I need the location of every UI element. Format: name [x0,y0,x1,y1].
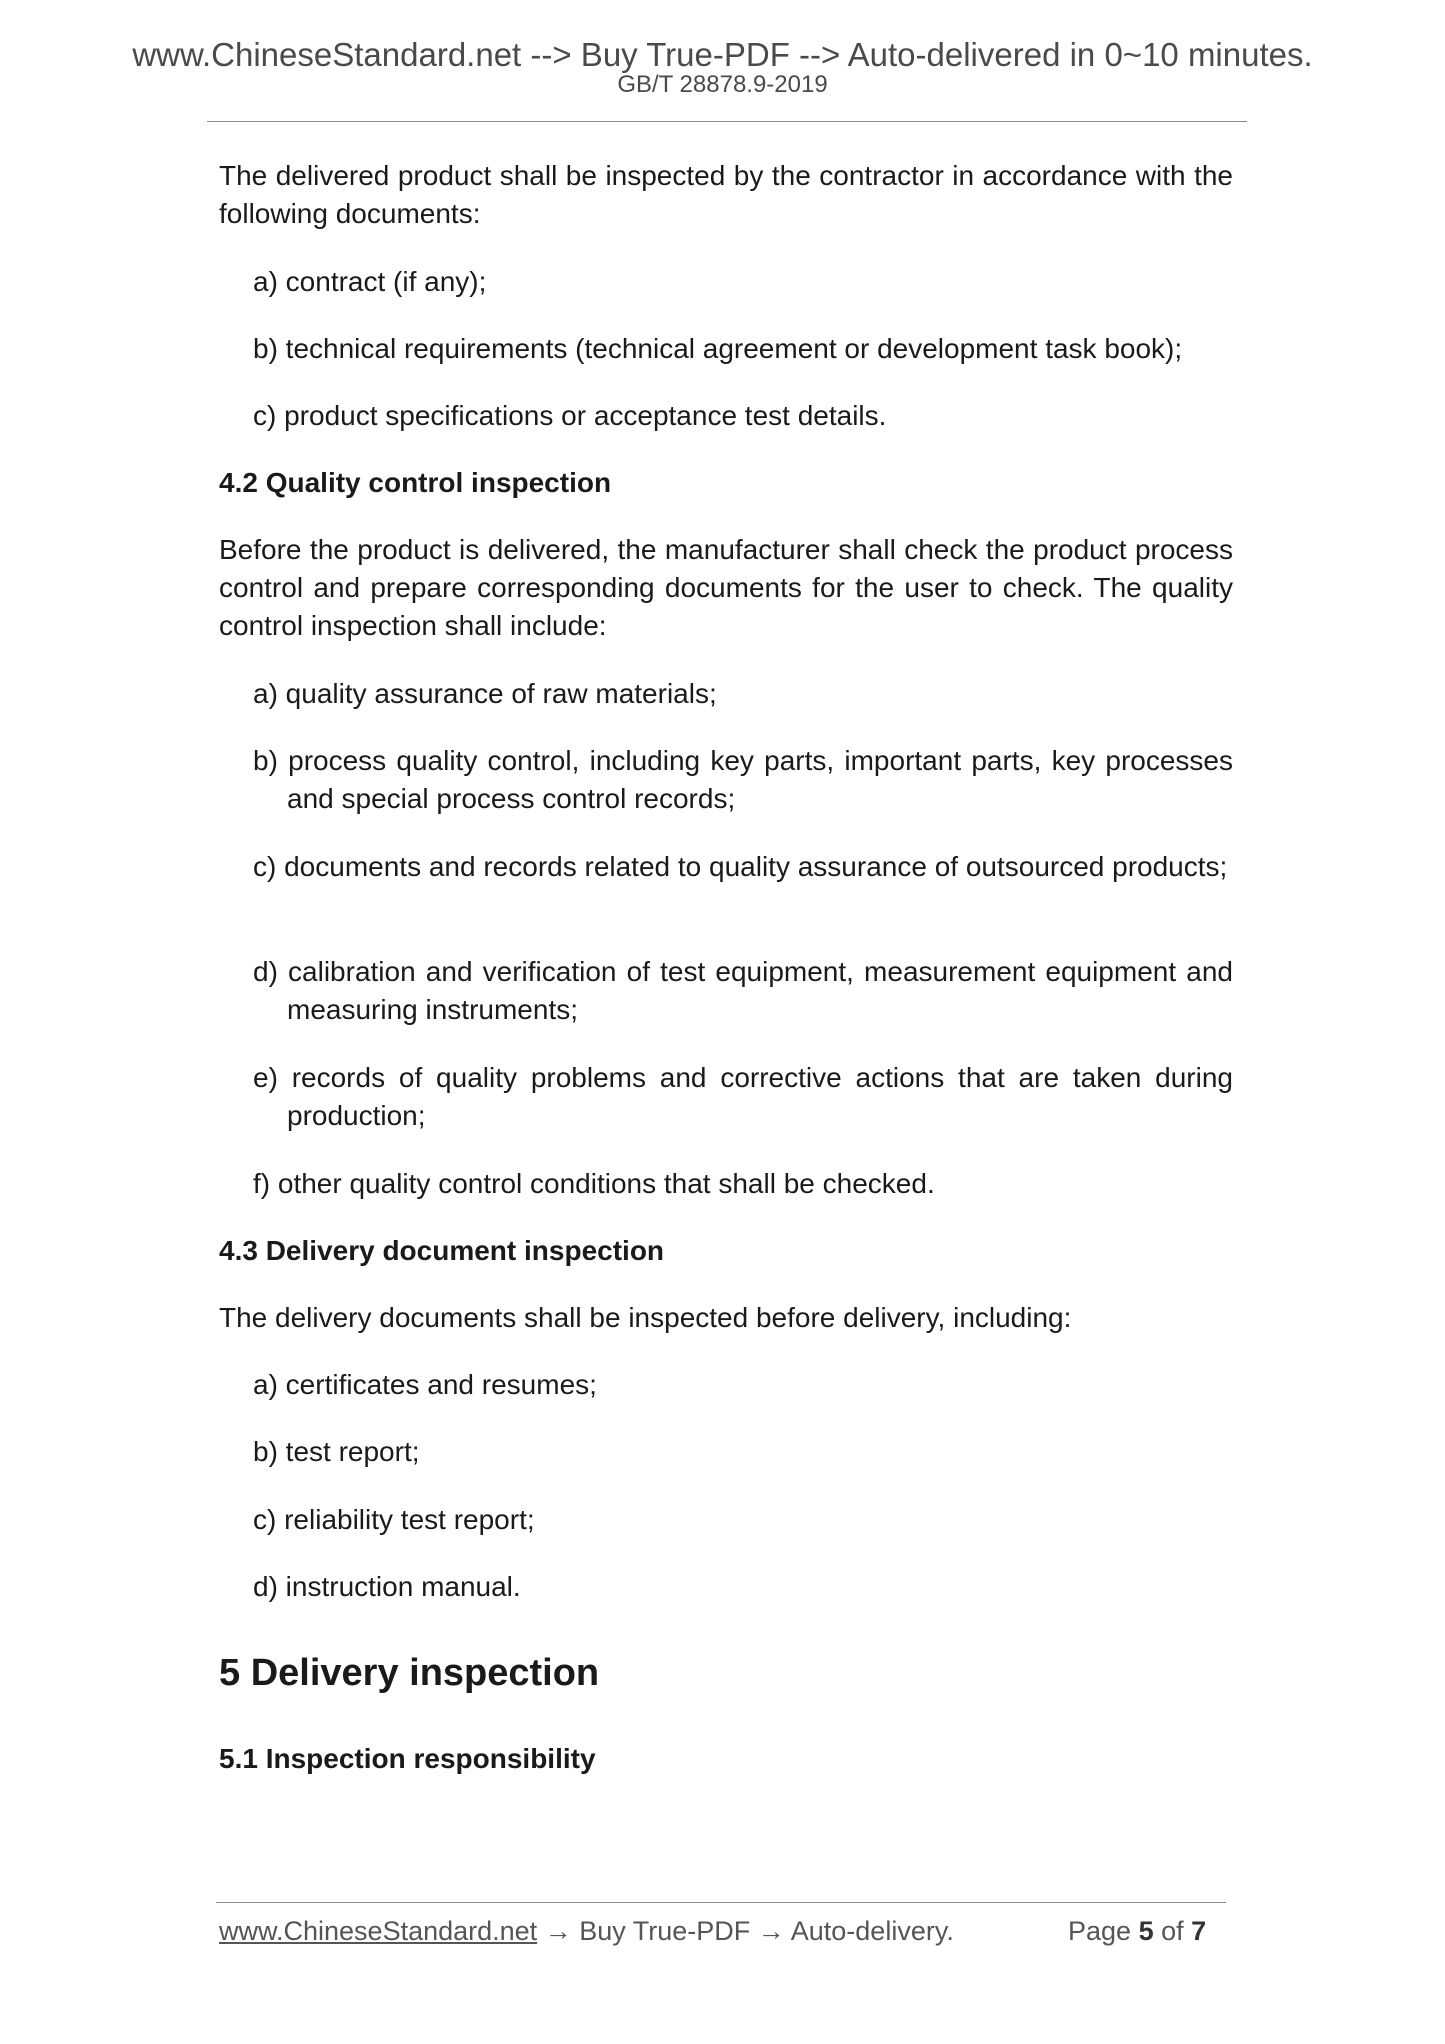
of-label: of [1161,1916,1184,1946]
page-number [1068,1918,1206,1945]
intro-paragraph: The delivered product shall be inspected by the contractor in accordance with the following documents: [219,160,1233,229]
list-item-text: f) other quality control conditions that shall be checked. [253,1168,935,1199]
intro-item-a [253,263,1233,301]
list-item-text: b) test report; [253,1436,420,1467]
top-banner: www.ChineseStandard.net --> Buy True-PDF --> Auto-delivered in 0~10 minutes. [132,36,1313,73]
list-item-text: b) technical requirements (technical agreement or development task book); [253,333,1183,364]
s42-item-f [253,1165,1233,1203]
section-4-2-paragraph: Before the product is delivered, the manufacturer shall check the product process control and prepare corresponding documents for the user to check. The quality control inspection shall include: [219,534,1233,641]
list-item-text: c) product specifications or acceptance test details. [253,400,887,431]
s43-item-b [253,1433,1233,1471]
section-4-3-heading: 4.3 Delivery document inspection [219,1235,665,1266]
list-item-text: d) calibration and verification of test equipment, measurement equipment and measuring instruments; [253,956,1233,1025]
s43-item-d [253,1568,1233,1606]
section-5-1-heading: 5.1 Inspection responsibility [219,1743,596,1774]
page-label: Page [1068,1916,1132,1946]
footer-site-link[interactable]: www.ChineseStandard.net [219,1916,538,1946]
intro-item-c [253,397,1233,435]
document-id: GB/T 28878.9-2019 [617,71,828,98]
list-item-text: b) process quality control, including key parts, important parts, key processes and special process control records; [253,745,1233,814]
list-item-text: e) records of quality problems and corrective actions that are taken during production; [253,1062,1233,1131]
s42-item-d [253,953,1233,1029]
page-total: 7 [1191,1916,1207,1946]
s42-item-c [253,848,1233,886]
list-item-text: c) documents and records related to quality assurance of outsourced products; [253,851,1228,882]
s42-item-a [253,675,1233,713]
s43-item-c [253,1501,1233,1539]
footer-tail-text: → Buy True-PDF → Auto-delivery. [544,1916,954,1946]
page-current: 5 [1138,1916,1154,1946]
s42-item-b [253,742,1233,818]
list-item-text: d) instruction manual. [253,1571,521,1602]
list-item-text: a) quality assurance of raw materials; [253,678,717,709]
footer-divider [216,1902,1226,1903]
s43-item-a [253,1366,1233,1404]
footer-link-area [219,1918,954,1945]
section-4-2-heading: 4.2 Quality control inspection [219,467,612,498]
list-item-text: a) certificates and resumes; [253,1369,597,1400]
list-item-text: a) contract (if any); [253,266,487,297]
section-5-heading: 5 Delivery inspection [219,1652,600,1694]
s42-item-e [253,1059,1233,1135]
intro-item-b [253,330,1233,368]
list-item-text: c) reliability test report; [253,1504,535,1535]
section-4-3-paragraph: The delivery documents shall be inspected before delivery, including: [219,1302,1072,1333]
header-divider [207,121,1247,122]
